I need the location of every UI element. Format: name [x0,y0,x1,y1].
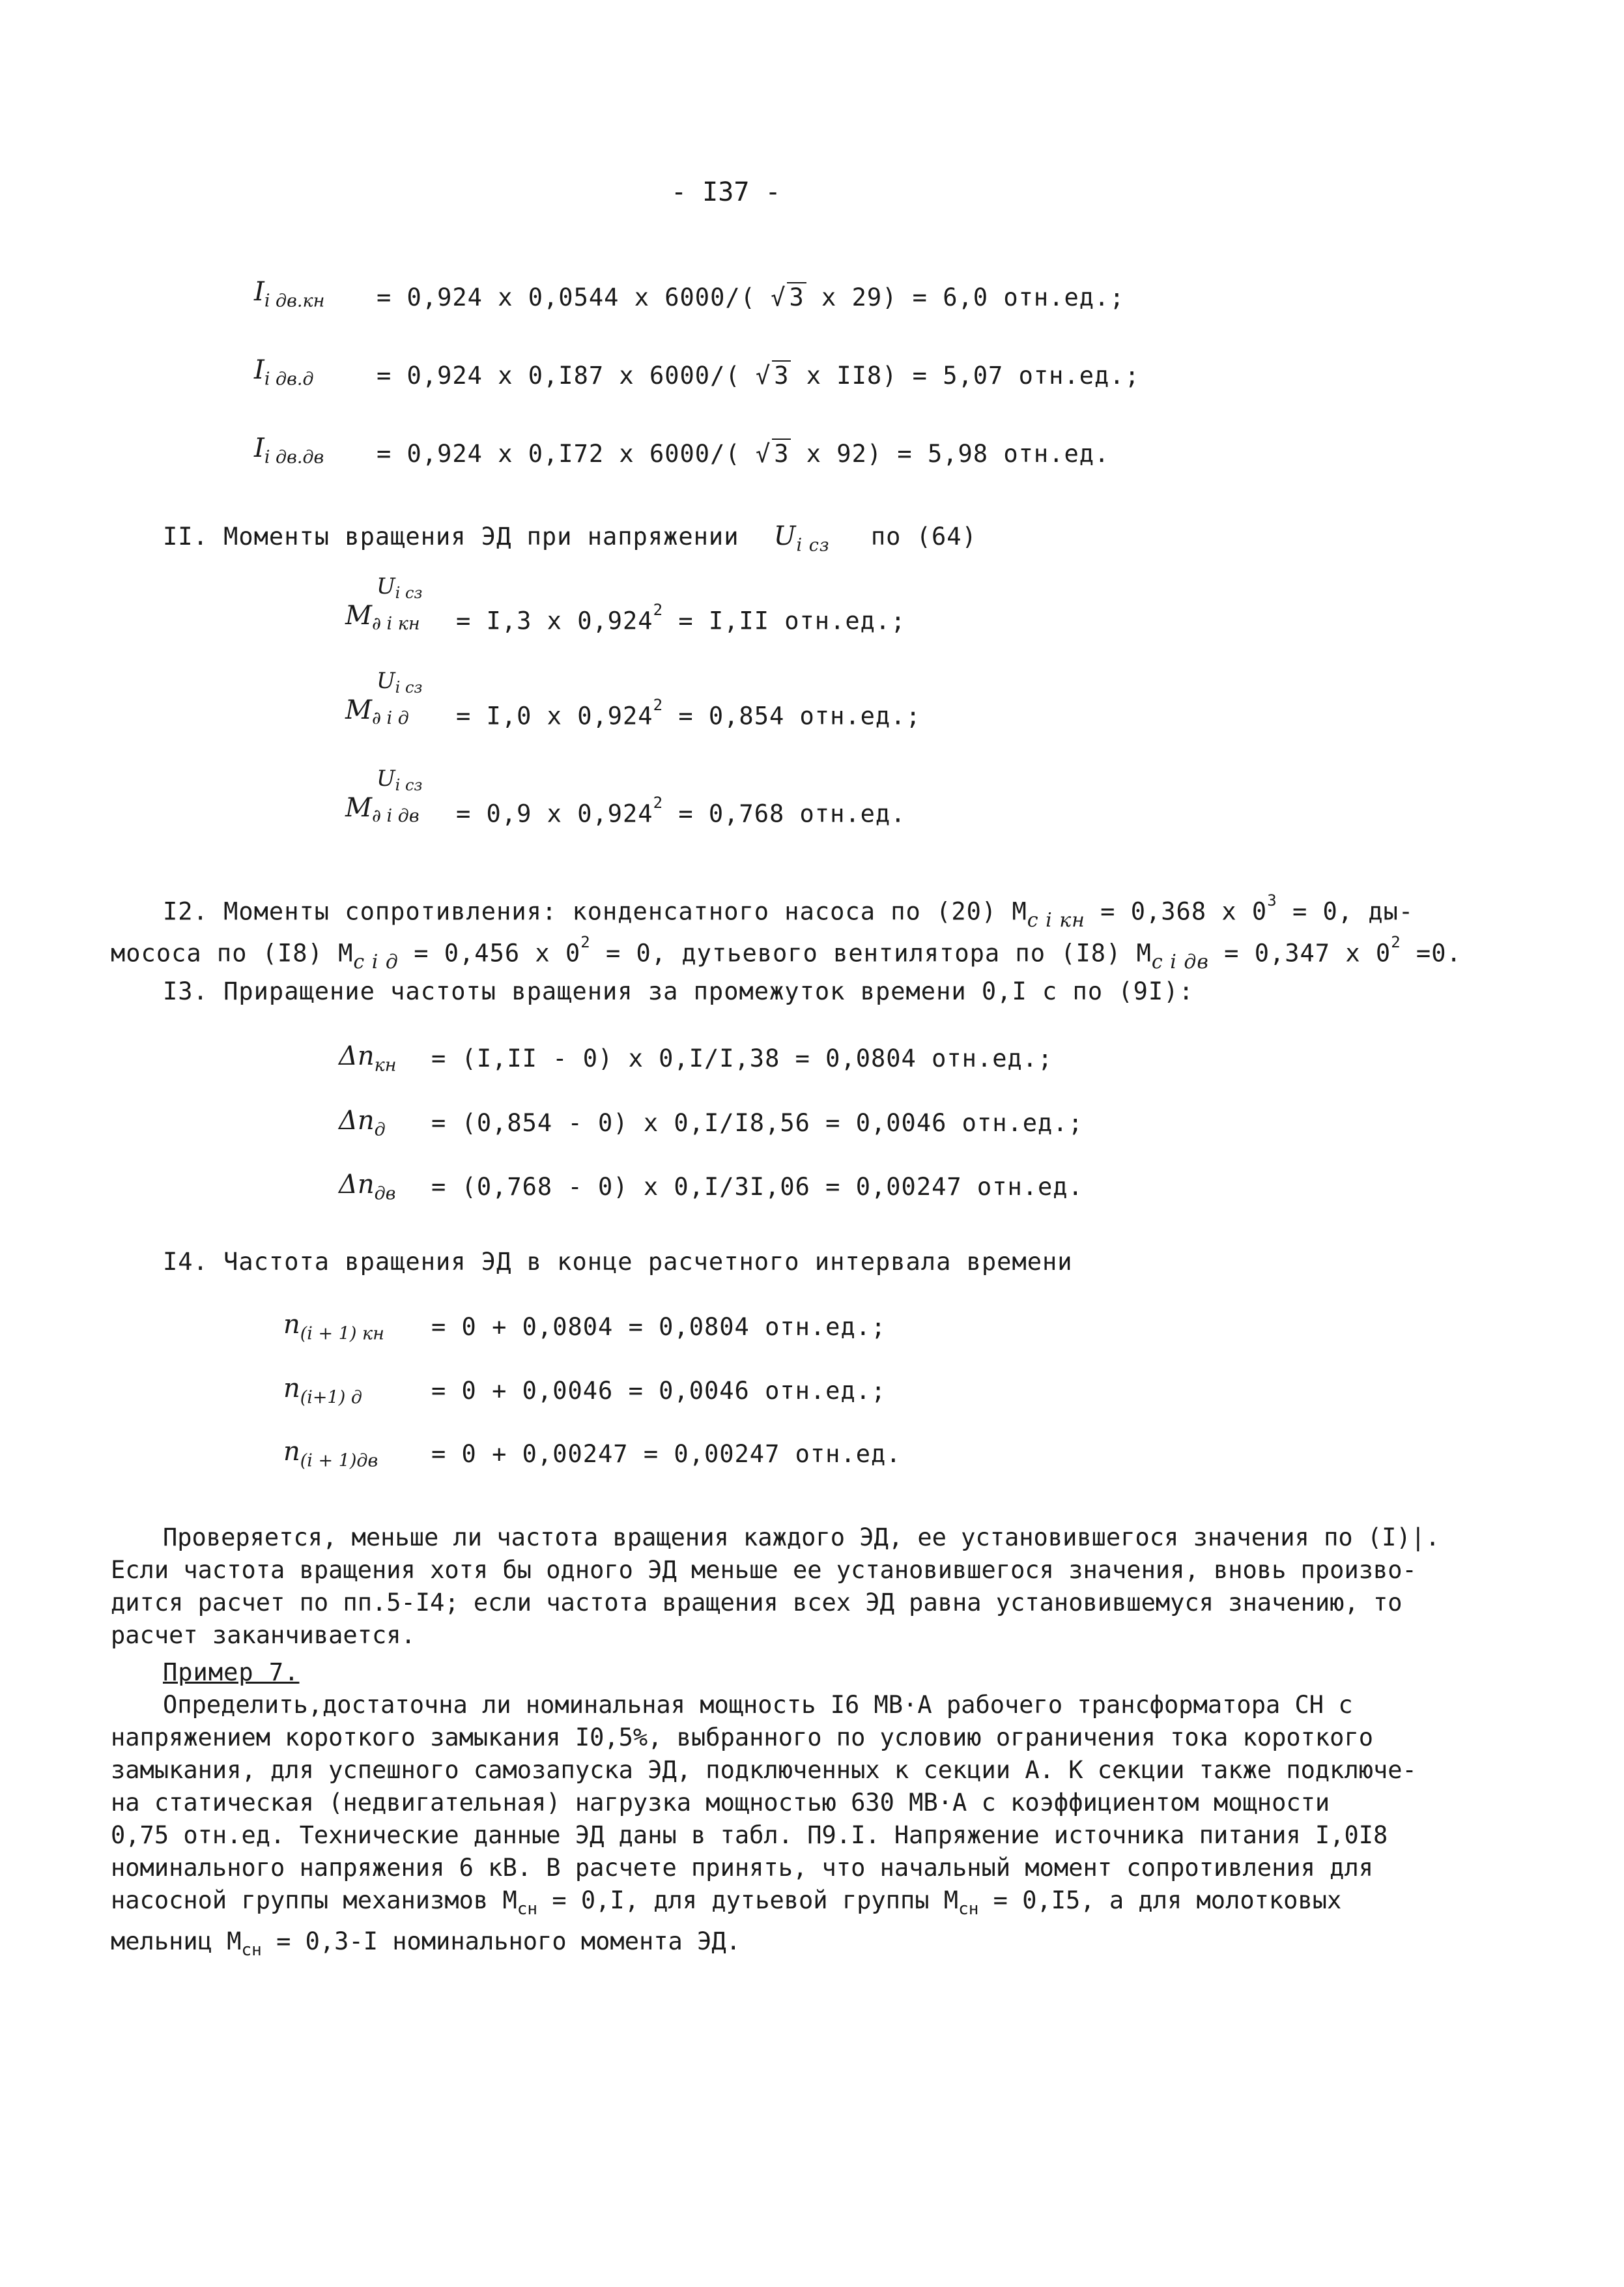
item-12-line-2 [111,933,1462,973]
moment-eq-kn [456,601,905,635]
freq-eq-d: = 0 + 0,0046 = 0,0046 отн.ед.; [431,1377,887,1405]
item-12-text: мососа по (I8) М [111,939,354,968]
sqrt-arg: 3 [787,282,806,311]
eq-part: = 0,768 отн.ед. [678,799,906,828]
moment-label-d [345,668,449,740]
example-title: Пример 7. [163,1658,300,1686]
freq-label-kn [283,1310,384,1344]
paragraph-line [111,1884,1417,1925]
eq-part: = 0,854 отн.ед.; [678,702,921,730]
item-12-eq: = 0,347 x 0 [1224,939,1391,968]
delta-var: Δn [339,1106,375,1136]
eq-part: = 0,9 x 0,924 [456,799,653,828]
delta-sub: дв [374,1183,396,1204]
item-12-power: 2 [580,933,591,951]
item-11-ref: по (64) [870,523,977,551]
eq-part: = I,3 x 0,924 [456,607,653,635]
freq-sub: (i + 1) кн [300,1323,384,1344]
moment-sub: ∂ i д [371,708,409,729]
check-paragraph [111,1521,1440,1652]
line-part: = 0,I, для дутьевой группы М [552,1886,959,1914]
delta-eq-d: = (0,854 - 0) x 0,I/I8,56 = 0,0046 отн.ед.; [431,1109,1083,1137]
paragraph-line: Проверяется, меньше ли частота вращения каждого ЭД, ее установившегося значения по (I)|. [163,1523,1440,1551]
paragraph-line [111,1925,1417,1966]
current-var: I [254,355,264,385]
freq-sub: (i + 1)дв [300,1450,378,1471]
current-formula-d [254,355,314,389]
line-sub: сн [241,1940,262,1961]
item-11-text: II. Моменты вращения ЭД при напряжении [163,523,739,551]
moment-sup: U [377,573,395,599]
item-11-heading [163,521,977,555]
delta-label-kn [339,1041,397,1075]
eq-part: = I,II отн.ед.; [678,607,906,635]
delta-var: Δn [339,1170,375,1200]
current-sub: i дв.дв [264,447,324,468]
eq-part: = 0,924 x 0,0544 x 6000/( [377,283,756,311]
current-var: I [254,433,264,463]
moment-supsub: i сз [395,678,423,697]
paragraph-line: замыкания, для успешного самозапуска ЭД, подключенных к секции А. К секции также подключе- [111,1756,1417,1784]
item-14-heading: I4. Частота вращения ЭД в конце расчетного интервала времени [163,1248,1073,1276]
line-sub: сн [517,1899,538,1920]
current-eq-kn: = 0,924 x 0,0544 x 6000/( √ 3 x 29) = 6,0 отн.ед.; [377,283,1125,311]
delta-label-dv [339,1170,395,1203]
moment-sup: U [377,668,395,694]
current-formula-kn [254,277,324,311]
item-12-text: = 0, дутьевого вентилятора по (I8) М [605,939,1152,968]
current-sub: i дв.кн [264,291,325,311]
item-12-text: I2. Моменты сопротивления: конденсатного насоса по (20) М [163,897,1027,926]
line-part: мельниц М [111,1927,242,1956]
item-13-heading: I3. Приращение частоты вращения за промежуток времени 0,I с по (9I): [163,977,1194,1005]
moment-eq-dv [456,794,905,828]
delta-eq-kn: = (I,II - 0) x 0,I/I,38 = 0,0804 отн.ед.; [431,1044,1053,1072]
item-12-power: 2 [1391,933,1401,951]
line-part: = 0,I5, а для молотковых [993,1886,1342,1914]
sqrt-arg: 3 [772,439,791,468]
moment-label-kn [345,573,449,645]
item-12-eq: = 0,456 x 0 [414,939,581,968]
paragraph-line: Если частота вращения хотя бы одного ЭД меньше ее установившегося значения, вновь произво- [111,1556,1417,1584]
current-sub: i дв.д [264,369,314,390]
item-12-tail: = 0, ды- [1292,897,1414,926]
moment-sup: U [377,766,395,792]
paragraph-line: дится расчет по пп.5-I4; если частота вращения всех ЭД равна установившемуся значению, то [111,1589,1403,1617]
voltage-var: U [773,521,797,551]
freq-var: n [283,1374,300,1403]
current-eq-dv: = 0,924 x 0,I72 x 6000/( √ 3 x 92) = 5,98 отн.ед. [377,440,1110,468]
current-var: I [254,277,264,307]
moment-var: M [345,793,372,823]
freq-eq-dv: = 0 + 0,00247 = 0,00247 отн.ед. [431,1440,902,1468]
freq-label-d [283,1374,362,1407]
paragraph-line: 0,75 отн.ед. Технические данные ЭД даны в табл. П9.I. Напряжение источника питания I,0I8 [111,1821,1388,1849]
delta-sub: кн [374,1055,397,1076]
example-paragraph [111,1689,1417,1966]
paragraph-line: номинального напряжения 6 кВ. В расчете принять, что начальный момент сопротивления для [111,1854,1374,1882]
eq-power: 2 [653,696,664,714]
eq-part: x 92) = 5,98 отн.ед. [806,440,1110,468]
line-part: насосной группы механизмов М [111,1886,517,1914]
eq-part: = I,0 x 0,924 [456,702,653,730]
item-12-sub: c i д [353,951,399,974]
line-sub: сн [958,1899,979,1920]
moment-label-dv [345,766,449,837]
item-12-power: 3 [1267,891,1277,910]
delta-label-d [339,1106,386,1140]
freq-label-dv [283,1437,378,1471]
delta-sub: д [374,1119,386,1140]
moment-sub: ∂ i дв [371,806,420,827]
moment-var: M [345,695,372,725]
item-12-sub: c i кн [1027,909,1085,932]
moment-supsub: i сз [395,776,423,795]
item-12-eq: = 0,368 x 0 [1100,897,1268,926]
moment-eq-d [456,696,921,730]
item-12-line-1 [163,891,1414,932]
moment-var: M [345,601,372,631]
freq-sub: (i+1) д [300,1387,362,1408]
eq-part: x 29) = 6,0 отн.ед.; [821,283,1125,311]
current-eq-d: = 0,924 x 0,I87 x 6000/( √ 3 x II8) = 5,07 отн.ед.; [377,362,1140,390]
freq-eq-kn: = 0 + 0,0804 = 0,0804 отн.ед.; [431,1313,887,1341]
freq-var: n [283,1310,300,1340]
eq-power: 2 [653,601,664,619]
freq-var: n [283,1437,300,1467]
voltage-sub: i сз [796,535,830,556]
paragraph-line: напряжением короткого замыкания I0,5%, выбранного по условию ограничения тока короткого [111,1723,1374,1751]
current-formula-dv [254,433,324,467]
item-12-sub: c i дв [1151,951,1209,974]
paragraph-line: Определить,достаточна ли номинальная мощность I6 МВ·А рабочего трансформатора СН с [163,1691,1353,1719]
moment-supsub: i сз [395,584,423,603]
eq-part: x II8) = 5,07 отн.ед.; [806,362,1140,390]
line-part: = 0,3-I номинального момента ЭД. [276,1927,741,1956]
delta-var: Δn [339,1041,375,1071]
sqrt-arg: 3 [772,360,791,390]
eq-part: = 0,924 x 0,I72 x 6000/( [377,440,741,468]
item-12-tail: =0. [1416,939,1462,968]
moment-sub: ∂ i кн [371,614,420,635]
paragraph-line: на статическая (недвигательная) нагрузка мощностью 630 МВ·А с коэффициентом мощности [111,1789,1330,1817]
delta-eq-dv: = (0,768 - 0) x 0,I/3I,06 = 0,00247 отн.ед. [431,1173,1083,1201]
eq-part: = 0,924 x 0,I87 x 6000/( [377,362,741,390]
paragraph-line: расчет заканчивается. [111,1621,416,1649]
page-number: - I37 - [671,177,781,207]
eq-power: 2 [653,794,664,812]
